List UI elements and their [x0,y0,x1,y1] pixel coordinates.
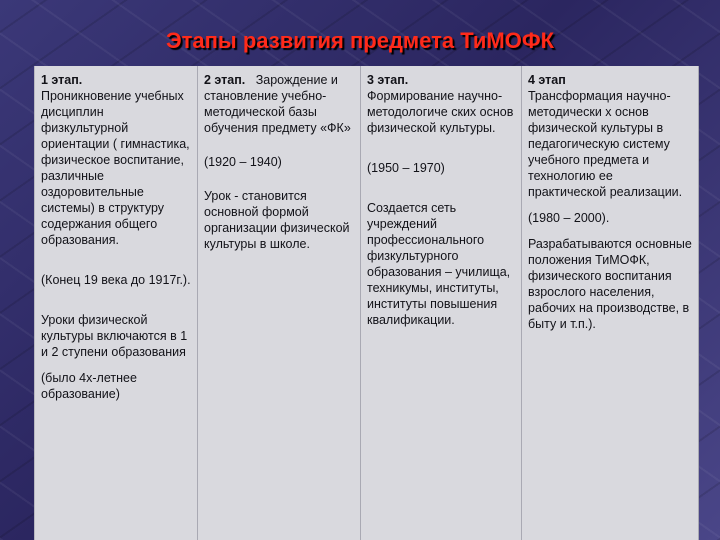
stage-4-column [522,66,699,540]
stage-2-period: (1920 – 1940) [204,155,282,169]
stage-1-text: Проникновение учебных дисциплин физкультурной ориентации ( гимнастика, физическое воспитание, различные оздоровительные системы) в структуру содержания общего образования. [41,89,190,247]
stage-2-text: Зарождение и становление учебно-методической базы обучения предмету «ФК» [204,73,351,135]
stage-3-period: (1950 – 1970) [367,161,445,175]
stage-2-heading [204,72,356,136]
slide-title: Этапы развития предмета ТиМОФК [165,28,555,53]
stage-4-note: Разрабатываются основные положения ТиМОФК, физического воспитания взрослого населения, рабочих на производстве, в быту и т.п.). [528,237,692,331]
stage-2-note: Урок - становится основной формой организации физической культуры в школе. [204,189,350,251]
stage-4-text: Трансформация научно-методически х основ физической культуры в педагогическую систему учебного предмета и технологию ее практической реализации. [528,89,683,199]
stage-1-note-2: (было 4х-летнее образование) [41,371,137,401]
stage-1-note: Уроки физической культуры включаются в 1 и 2 ступени образования [41,313,188,359]
stage-4-label: 4 этап [528,73,566,87]
stages-table [34,66,699,540]
stage-3-text: Формирование научно-методологиче ских основ физической культуры. [367,89,514,135]
stage-2-column [198,66,361,540]
stage-3-label: 3 этап. [367,73,409,87]
stage-1-period: (Конец 19 века до 1917г.). [41,273,191,287]
stage-1-label: 1 этап. [41,73,83,87]
stage-1-column [35,66,198,540]
stage-2-label: 2 этап. [204,73,246,87]
stage-3-note: Создается сеть учреждений профессионального физкультурного образования – училища, техникумы, институты, институты повышения квалификации. [367,201,511,327]
stage-4-period: (1980 – 2000). [528,211,610,225]
stage-3-column [361,66,522,540]
